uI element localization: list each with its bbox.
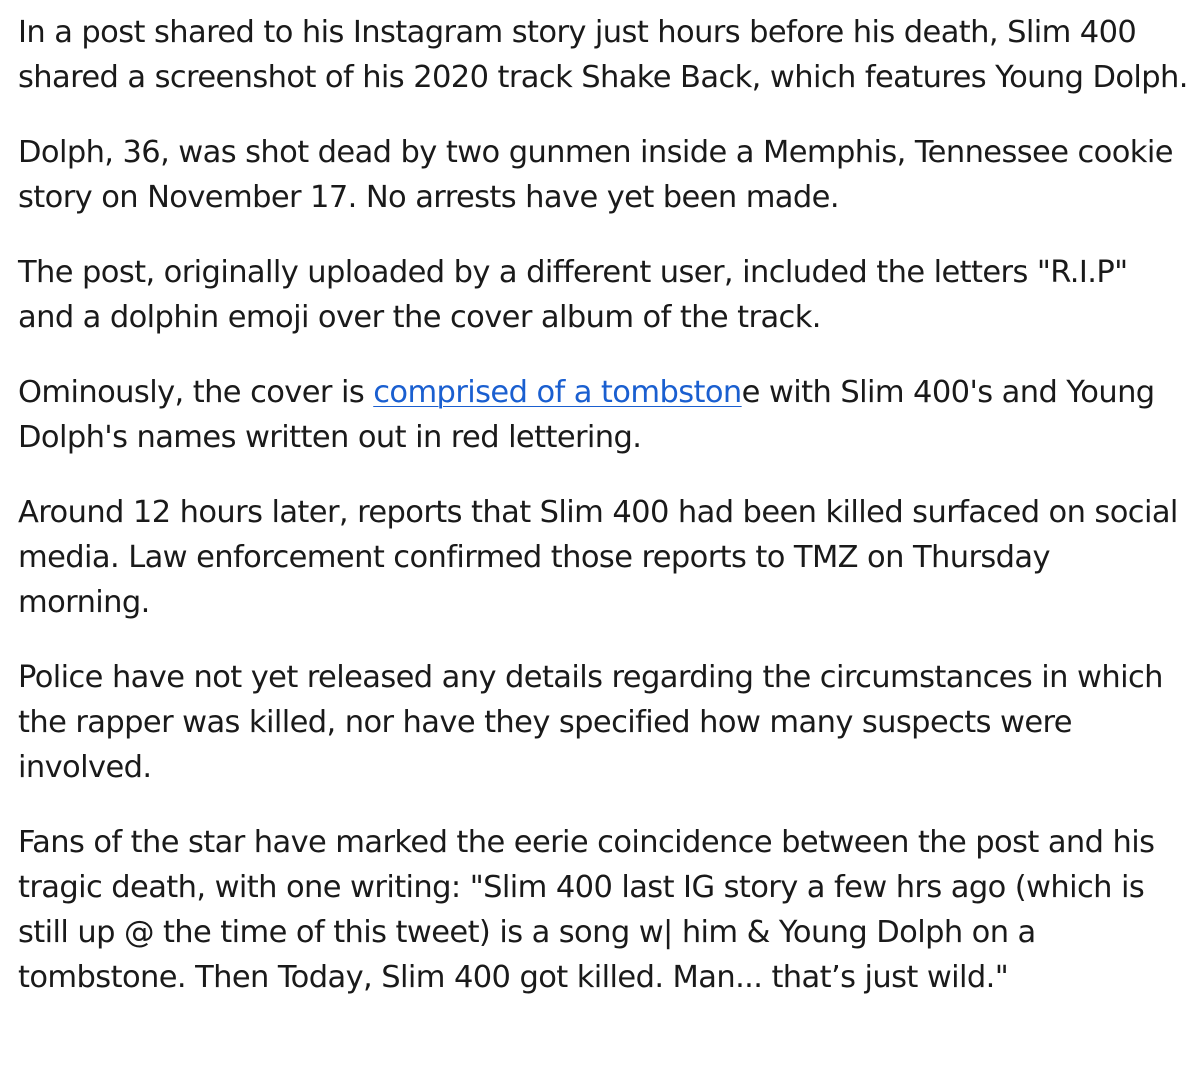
tombstone-link[interactable]: comprised of a tombston <box>373 375 742 410</box>
paragraph-reports-surfaced: Around 12 hours later, reports that Slim 400 had been killed surfaced on social media. Law enforcement confirmed those reports to TMZ on Thursday morning. <box>18 495 1178 620</box>
paragraph-dolph-shooting: Dolph, 36, was shot dead by two gunmen inside a Memphis, Tennessee cookie story on November 17. No arrests have yet been made. <box>18 135 1173 215</box>
paragraph-post-description: The post, originally uploaded by a different user, included the letters "R.I.P" and a dolphin emoji over the cover album of the track. <box>18 255 1128 335</box>
paragraph-instagram-post: In a post shared to his Instagram story just hours before his death, Slim 400 shared a screenshot of his 2020 track Shake Back, which features Young Dolph. <box>18 15 1188 95</box>
paragraph-tombstone-cover <box>18 370 1188 460</box>
paragraph-text-before-link: Ominously, the cover is <box>18 375 374 410</box>
article-body <box>18 10 1188 1030</box>
paragraph-police-details: Police have not yet released any details regarding the circumstances in which the rapper was killed, nor have they specified how many suspects were involved. <box>18 660 1163 785</box>
paragraph-fans-reaction: Fans of the star have marked the eerie coincidence between the post and his tragic death, with one writing: "Slim 400 last IG story a few hrs ago (which is still up @ the time of this tweet) is a song w| him & Young Dolph on a tombstone. Then Today, Slim 400 got killed. Man... that’s just wild." <box>18 825 1155 995</box>
paragraph-text-after-link: e with Slim 400's and Young Dolph's names written out in red lettering. <box>18 375 1155 455</box>
